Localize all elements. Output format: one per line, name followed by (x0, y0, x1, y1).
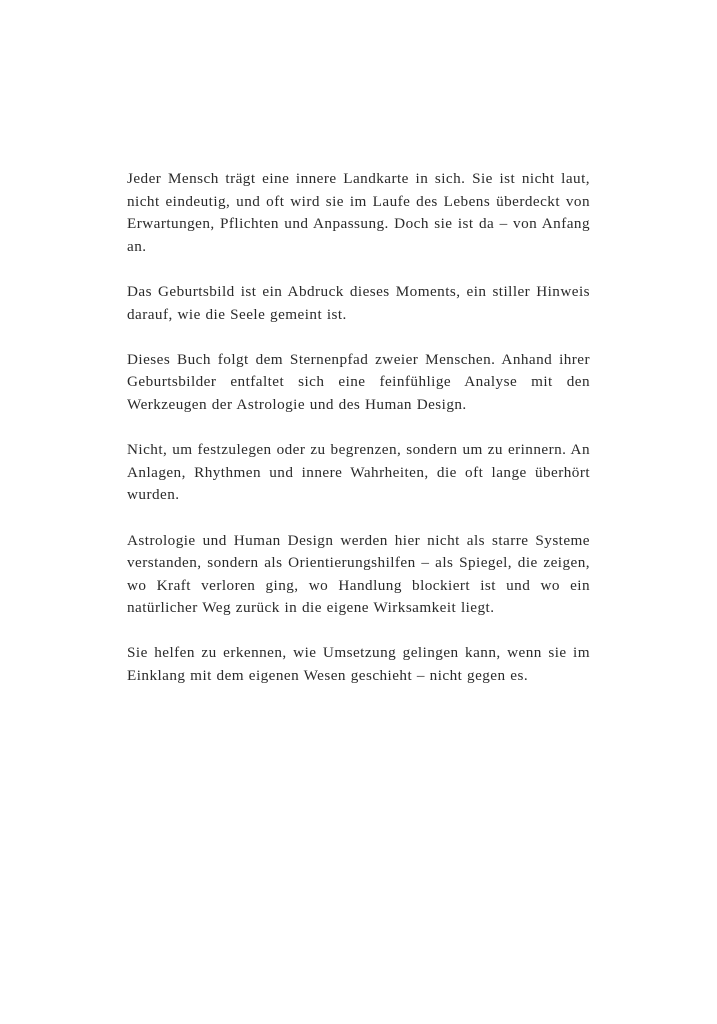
paragraph-inner-map: Jeder Mensch trägt eine innere Landkarte in sich. Sie ist nicht laut, nicht eindeutig, und oft wird sie im Laufe des Lebens überdeckt von Erwartungen, Pflichten und Anpassung. Doch sie ist da – von Anfang an. (127, 170, 590, 255)
paragraph-orientation: Astrologie und Human Design werden hier nicht als starre Systeme verstanden, sondern als Orientierungshilfen – als Spiegel, die zeigen, wo Kraft verloren ging, wo Handlung blockiert ist und wo ein natürlicher Weg zurück in die eigene Wirksamkeit liegt. (127, 531, 590, 617)
paragraph-book-purpose: Dieses Buch folgt dem Sternenpfad zweier Menschen. Anhand ihrer Geburtsbilder entfaltet sich eine feinfühlige Analyse mit den Werkzeugen der Astrologie und des Human Design. (127, 350, 590, 413)
paragraph-implementation: Sie helfen zu erkennen, wie Umsetzung gelingen kann, wenn sie im Einklang mit dem eigenen Wesen geschieht – nicht gegen es. (127, 644, 590, 685)
paragraph-birth-chart: Das Geburtsbild ist ein Abdruck dieses Moments, ein stiller Hinweis darauf, wie die Seele gemeint ist. (127, 282, 590, 323)
paragraph-remember: Nicht, um festzulegen oder zu begrenzen, sondern um zu erinnern. An Anlagen, Rhythmen und innere Wahrheiten, die oft lange überhört wurden. (127, 441, 590, 504)
body-text (127, 168, 590, 710)
